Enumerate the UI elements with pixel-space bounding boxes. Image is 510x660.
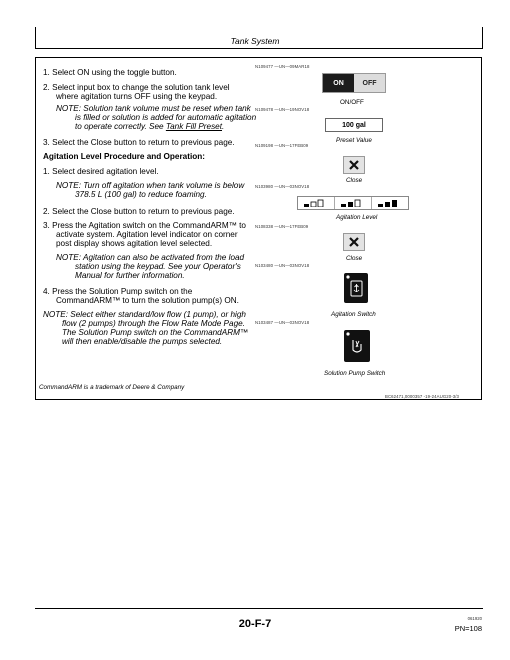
- solution-pump-switch[interactable]: [344, 330, 370, 362]
- header-rule: [35, 48, 483, 49]
- agitation-step-3-line-1: 3. Press the Agitation switch on the CommandARM™ to: [43, 221, 246, 230]
- agitation-low-icon: [304, 199, 328, 207]
- close-x-icon: [349, 237, 359, 247]
- caption-solution-pump-switch: Solution Pump Switch: [324, 370, 386, 377]
- page-number: 20-F-7: [238, 618, 272, 630]
- agitation-step-2: 2. Select the Close button to return to previous page.: [43, 207, 235, 216]
- note-4-line-3: The Solution Pump switch on the CommandARM™: [62, 328, 249, 337]
- close-button-2[interactable]: [343, 233, 365, 251]
- step-2-line-1: 2. Select input box to change the solution tank level: [43, 83, 230, 92]
- caption-on-off: ON/OFF: [340, 99, 364, 106]
- tank-fill-preset-link[interactable]: Tank Fill Preset: [165, 122, 222, 131]
- note-4-line-1: NOTE: Select either standard/low flow (1 pump), or high: [43, 310, 246, 319]
- agitation-step-4-line-2: CommandARM™ to turn the solution pump(s) ON.: [56, 296, 239, 305]
- caption-preset-value: Preset Value: [336, 137, 372, 144]
- figure-id-1: N109477 —UN—09MAR18: [255, 64, 310, 69]
- note-3-line-2: station using the keypad. See your Operator's: [75, 262, 241, 271]
- figure-id-2: N109478 —UN—19NOV18: [255, 107, 310, 112]
- toggle-off-button[interactable]: OFF: [354, 74, 385, 92]
- agitation-step-3-line-2: activate system. Agitation level indicator on corner: [56, 230, 238, 239]
- preset-value-input[interactable]: 100 gal: [325, 118, 383, 132]
- step-2-line-2: where agitation turns OFF using the keypad.: [56, 92, 218, 101]
- note-2-line-2: 378.5 L (100 gal) to reduce foaming.: [75, 190, 207, 199]
- figure-id-3: N109198 —UN—17FEB09: [255, 143, 309, 148]
- agitation-medium-button[interactable]: [335, 197, 372, 209]
- caption-agitation-level: Agitation Level: [336, 214, 378, 221]
- figure-id-7: N103487 —UN—03NOV18: [255, 320, 310, 325]
- agitation-switch-icon: [344, 273, 368, 303]
- agitation-low-button[interactable]: [298, 197, 335, 209]
- note-1-period: .: [222, 122, 225, 131]
- caption-close-1: Close: [346, 177, 363, 184]
- figure-id-5: N108338 —UN—17FEB09: [255, 224, 309, 229]
- note-2-line-1: NOTE: Turn off agitation when tank volume is below: [56, 181, 245, 190]
- agitation-medium-icon: [341, 199, 365, 207]
- agitation-switch[interactable]: [344, 273, 368, 303]
- note-1-line-1: NOTE: Solution tank volume must be reset when tank: [56, 104, 251, 113]
- footer-rule: [35, 608, 483, 609]
- trademark-note: CommandARM is a trademark of Deere & Company: [39, 384, 185, 391]
- step-1: 1. Select ON using the toggle button.: [43, 68, 177, 77]
- note-4-line-2: flow (2 pumps) through the Flow Rate Mode Page.: [62, 319, 245, 328]
- close-x-icon: [349, 160, 359, 170]
- caption-agitation-switch: Agitation Switch: [331, 311, 376, 318]
- solution-pump-switch-icon: [344, 330, 370, 362]
- agitation-step-3-line-3: post display shows agitation level selected.: [56, 239, 213, 248]
- toggle-on-button[interactable]: ON: [323, 74, 354, 92]
- page-header-title: Tank System: [230, 36, 280, 46]
- note-3-line-1: NOTE: Agitation can also be activated from the load: [56, 253, 245, 262]
- reference-code: BC62471,0000357 -19-24AUG20-3/3: [385, 394, 460, 399]
- note-1-line-3: [75, 122, 224, 132]
- agitation-step-1: 1. Select desired agitation level.: [43, 167, 159, 176]
- close-button[interactable]: [343, 156, 365, 174]
- figure-id-6: N103480 —UN—03NOV18: [255, 263, 310, 268]
- agitation-high-button[interactable]: [372, 197, 408, 209]
- agitation-high-icon: [378, 199, 402, 207]
- step-3: 3. Select the Close button to return to previous page.: [43, 138, 235, 147]
- agitation-step-4-line-1: 4. Press the Solution Pump switch on the: [43, 287, 193, 296]
- on-off-toggle[interactable]: [322, 73, 386, 93]
- note-3-line-3: Manual for further information.: [75, 271, 185, 280]
- figure-id-4: N103980 —UN—03NOV18: [255, 184, 310, 189]
- section-heading: Agitation Level Procedure and Operation:: [43, 152, 205, 161]
- agitation-level-selector[interactable]: [297, 196, 409, 210]
- note-1-text: to operate correctly. See: [75, 122, 164, 131]
- note-4-line-4: will then enable/disable the pumps selected.: [62, 337, 223, 346]
- page-code: 061920: [467, 616, 482, 621]
- caption-close-2: Close: [346, 255, 363, 262]
- pn-number: PN=108: [454, 624, 482, 633]
- note-1-line-2: is filled or solution is added for automatic agitation: [75, 113, 257, 122]
